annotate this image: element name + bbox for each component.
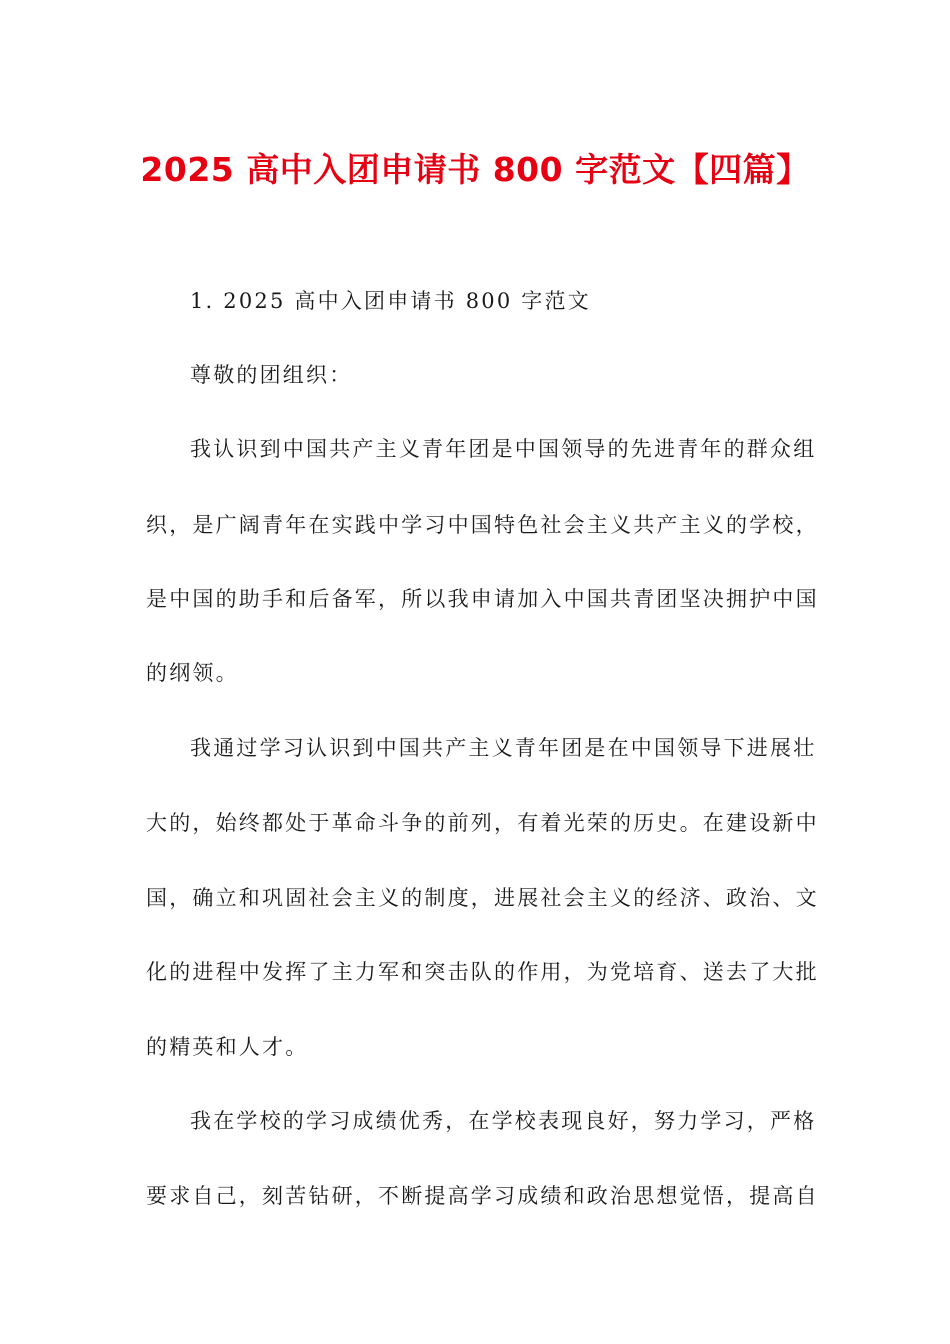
paragraph-1-line-3: 是中国的助手和后备军，所以我申请加入中国共青团坚决拥护中国 (146, 587, 819, 611)
paragraph-2-line-5: 的精英和人才。 (146, 1035, 309, 1059)
paragraph-2-line-2: 大的，始终都处于革命斗争的前列，有着光荣的历史。在建设新中 (146, 811, 819, 835)
paragraph-2-line-3: 国，确立和巩固社会主义的制度，进展社会主义的经济、政治、文 (146, 886, 819, 910)
paragraph-1-line-2: 织，是广阔青年在实践中学习中国特色社会主义共产主义的学校， (146, 513, 819, 537)
paragraph-2-line-1: 我通过学习认识到中国共产主义青年团是在中国领导下进展壮 (190, 736, 817, 760)
paragraph-1-line-1: 我认识到中国共产主义青年团是中国领导的先进青年的群众组 (190, 437, 817, 461)
paragraph-3-line-1: 我在学校的学习成绩优秀，在学校表现良好，努力学习，严格 (190, 1109, 817, 1133)
paragraph-2-line-4: 化的进程中发挥了主力军和突击队的作用，为党培育、送去了大批 (146, 960, 819, 984)
salutation: 尊敬的团组织： (190, 363, 353, 387)
paragraph-3-line-2: 要求自己，刻苦钻研，不断提高学习成绩和政治思想觉悟，提高自 (146, 1184, 819, 1208)
document-title: 2025 高中入团申请书 800 字范文【四篇】 (140, 150, 810, 189)
paragraph-1-line-4: 的纲领。 (146, 661, 239, 685)
section-heading: 1. 2025 高中入团申请书 800 字范文 (190, 289, 591, 313)
